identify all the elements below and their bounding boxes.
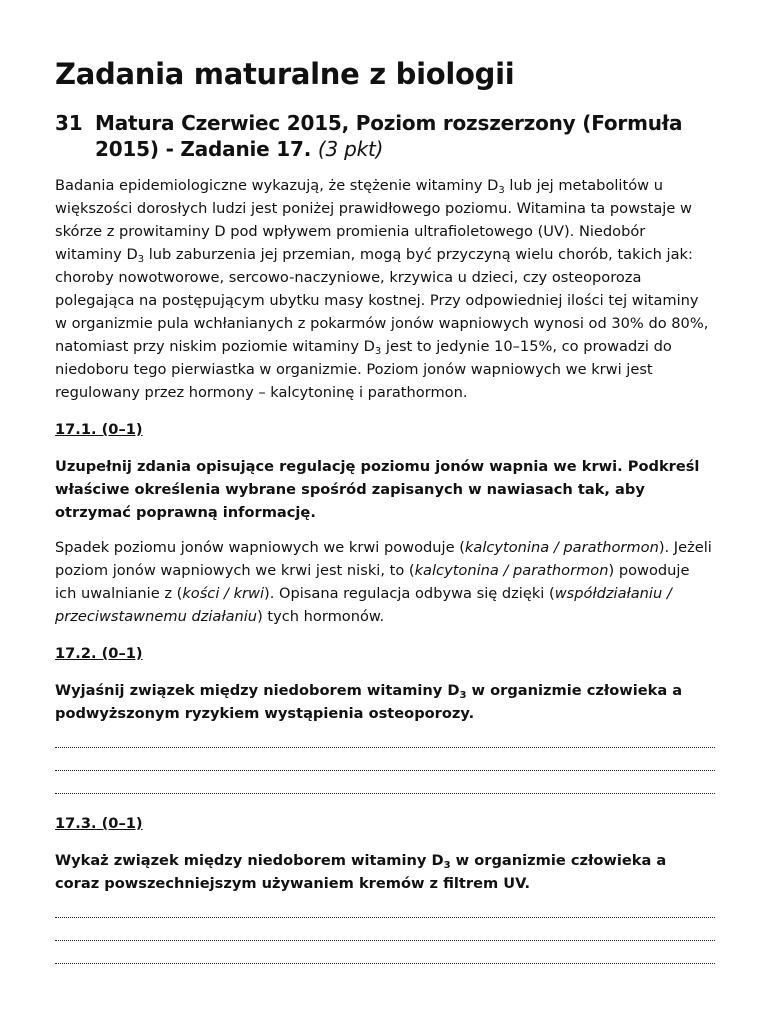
subtask-1-label: 17.1. (0–1): [55, 421, 143, 438]
subtask-3-label: 17.3. (0–1): [55, 815, 143, 832]
subtask-2-answer-lines[interactable]: [55, 729, 715, 798]
answer-line[interactable]: [55, 922, 715, 945]
intro-text-1: Badania epidemiologiczne wykazują, że stężenie witaminy D: [55, 177, 499, 194]
intro-paragraph: [55, 174, 715, 404]
subscript-3: 3: [459, 690, 467, 701]
intro-text-4: jest to jedynie 10–15%, co prowadzi do niedoboru tego pierwiastka w organizmie. Poziom jonów wapniowych we krwi jest regulowany przez hormony – kalcytoninę i parathormon.: [55, 338, 672, 401]
answer-line[interactable]: [55, 729, 715, 752]
choice-option[interactable]: kalcytonina / parathormon: [414, 562, 609, 579]
sentence-part: ). Jeżeli poziom jonów wapniowych we krwi jest niski, to (: [55, 539, 712, 579]
choice-option[interactable]: współdziałaniu / przeciwstawnemu działaniu: [55, 585, 672, 625]
task-title: [95, 110, 715, 162]
document-page: [55, 48, 715, 968]
subtask-3-instruction: [55, 849, 715, 895]
sentence-part: ) powoduje ich uwalnianie z (: [55, 562, 690, 602]
subscript-3: 3: [137, 254, 145, 265]
choice-option[interactable]: kalcytonina / parathormon: [464, 539, 659, 556]
subtask-2-instruction: [55, 679, 715, 725]
answer-line[interactable]: [55, 945, 715, 968]
sentence-part: ). Opisana regulacja odbywa się dzięki (: [264, 585, 555, 602]
answer-line[interactable]: [55, 775, 715, 798]
intro-text-2: lub jej metabolitów u większości dorosłych ludzi jest poniżej prawidłowego poziomu. Witamina ta powstaje w skórze z prowitaminy D pod wpływem promienia ultrafioletowego (UV). Niedobór witaminy D: [55, 177, 692, 263]
task-points: (3 pkt): [317, 137, 384, 161]
subscript-3: 3: [498, 185, 505, 196]
subscript-3: 3: [374, 346, 382, 357]
page-title: Zadania maturalne z biologii: [55, 57, 515, 91]
task-number: 31: [55, 111, 83, 135]
task-heading: [55, 110, 715, 162]
answer-line[interactable]: [55, 899, 715, 922]
sentence-part: Spadek poziomu jonów wapniowych we krwi powoduje (: [55, 539, 465, 556]
instruction-part: w organizmie człowieka a coraz powszechniejszym używaniem kremów z filtrem UV.: [55, 852, 667, 892]
subtask-3-answer-lines[interactable]: [55, 899, 715, 968]
choice-option[interactable]: kości / krwi: [182, 585, 265, 602]
intro-text-3: lub zaburzenia jej przemian, mogą być przyczyną wielu chorób, takich jak: choroby nowotworowe, sercowo-naczyniowe, krzywica u dzieci, czy osteoporoza polegająca na postępującym ubytku masy kostnej. Przy odpowiedniej ilości tej witaminy w organizmie pula wchłanianych z pokarmów jonów wapniowych wynosi od 30% do 80%, natomiast przy niskim poziomie witaminy D: [55, 246, 709, 355]
subtask-2-label: 17.2. (0–1): [55, 645, 143, 662]
instruction-part: w organizmie człowieka a podwyższonym ryzykiem wystąpienia osteoporozy.: [55, 682, 683, 722]
subtask-1-instruction: Uzupełnij zdania opisujące regulację poziomu jonów wapnia we krwi. Podkreśl właściwe określenia wybrane spośród zapisanych w nawiasach tak, aby otrzymać poprawną informację.: [55, 458, 700, 521]
answer-line[interactable]: [55, 752, 715, 775]
subtask-1-sentences: [55, 536, 715, 628]
subscript-3: 3: [443, 860, 451, 871]
sentence-part: ) tych hormonów.: [257, 608, 385, 625]
instruction-part: Wyjaśnij związek między niedoborem witaminy D: [55, 682, 460, 699]
instruction-part: Wykaż związek między niedoborem witaminy D: [55, 852, 444, 869]
task-title-text: Matura Czerwiec 2015, Poziom rozszerzony (Formuła 2015) - Zadanie 17.: [95, 111, 683, 161]
